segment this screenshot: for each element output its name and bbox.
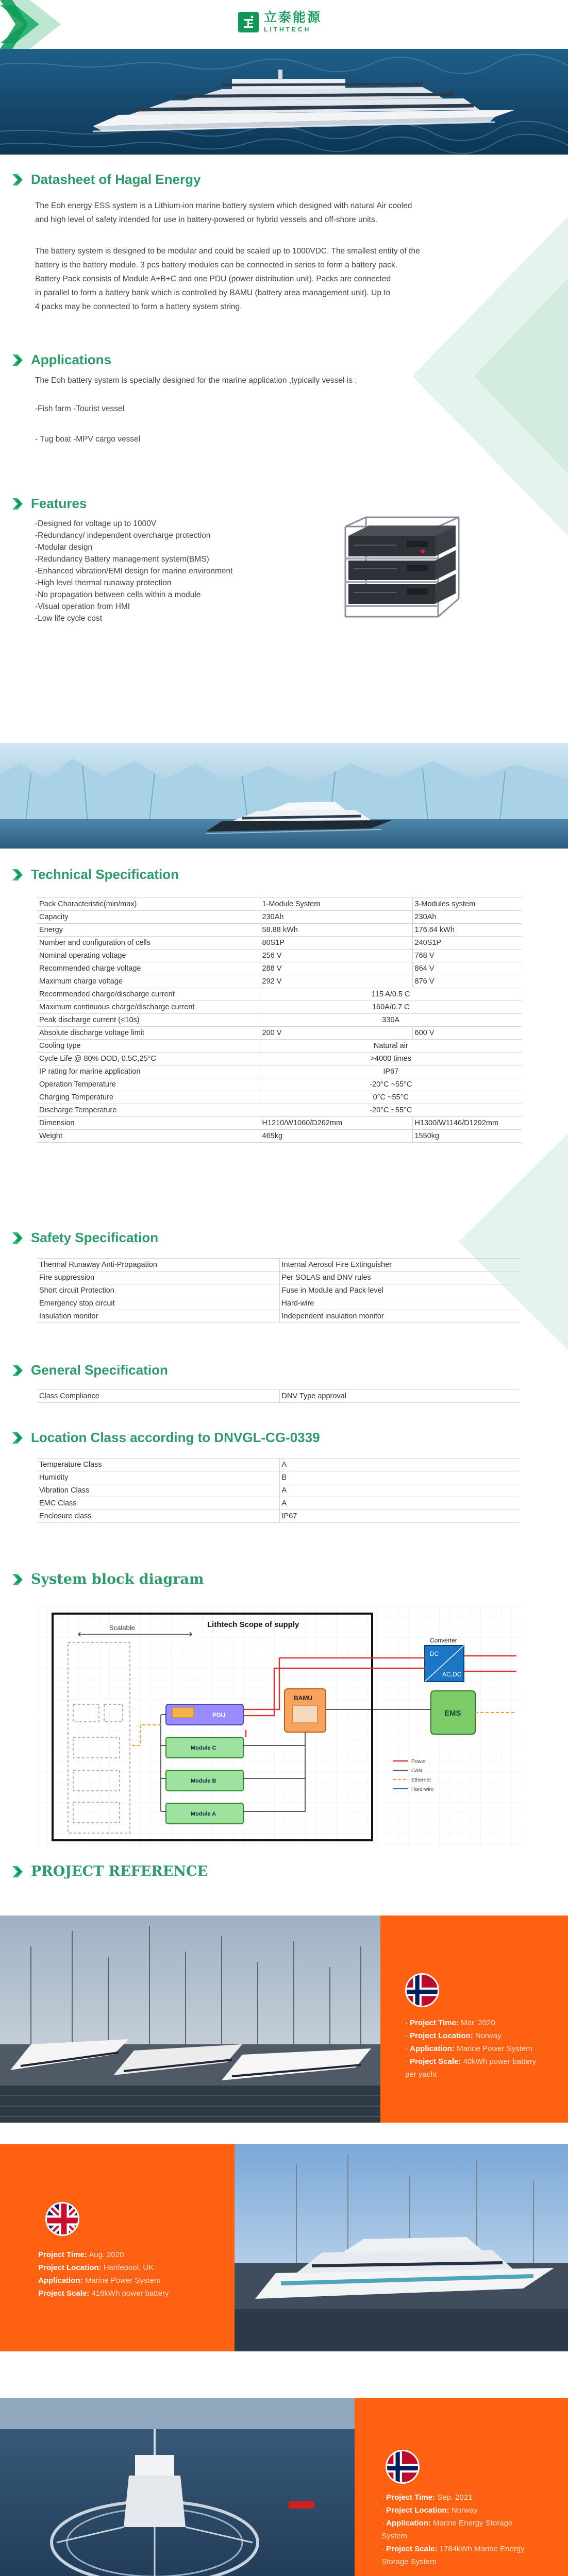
applications-intro: The Eoh battery system is specially designed for the marine application ,typically vessel is :: [35, 376, 357, 385]
project-1-info: · Project Time: Mar. 2020 · Project Location: Norway · Application: Marine Power System · Project Scale: 40kWh power battery per yacht: [405, 2019, 537, 2079]
general-spec-table: [37, 1389, 520, 1403]
datasheet-text-line: The Eoh energy ESS system is a Lithium-ion marine battery system which designed with natural Air cooled: [35, 201, 412, 210]
table-cell: Internal Aerosol Fire Extinguisher: [279, 1259, 520, 1272]
table-cell: Vibration Class: [37, 1484, 279, 1497]
datasheet-title: Datasheet of Hagal Energy: [31, 172, 201, 187]
location-class-heading: [11, 1430, 320, 1446]
feature-item: -Enhanced vibration/EMI design for marine environment: [35, 567, 233, 575]
datasheet-text-line: battery is the battery module. 3 pcs battery modules can be connected in series to form a battery pack.: [35, 261, 398, 269]
system-block-diagram: [37, 1606, 522, 1849]
safety-spec-heading: [11, 1230, 158, 1246]
table-cell: 160A/0.7 C: [260, 1001, 522, 1014]
table-row: [37, 988, 522, 1001]
table-row: [37, 1310, 520, 1323]
legend-item: Hard-wire: [411, 1787, 434, 1792]
table-row: [37, 1065, 522, 1078]
feature-item: -Redundancy/ independent overcharge protection: [35, 531, 211, 540]
project-3-info: · Project Time: Sep. 2021 · Project Location: Norway · Application: Marine Energy Storage System · Project Scale: 1784kWh Marine Energy Storage System: [381, 2493, 525, 2566]
table-row: [37, 950, 522, 962]
table-cell: EMC Class: [37, 1497, 279, 1510]
table-cell: Pack Characteristic(min/max): [37, 898, 260, 911]
project-1-scale: 40kWh power battery: [463, 2057, 537, 2066]
table-cell: Fuse in Module and Pack level: [279, 1284, 520, 1297]
table-cell: 292 V: [260, 975, 412, 988]
table-cell: Weight: [37, 1130, 260, 1143]
table-row: [37, 1130, 522, 1143]
datasheet-text-line: and high level of safety intended for use in battery-powered or hybrid vessels and off-shore units.: [35, 215, 378, 224]
table-cell: Maximum continuous charge/discharge current: [37, 1001, 260, 1014]
converter-acdc-label: AC,DC: [442, 1671, 462, 1678]
table-cell: Absolute discharge voltage limit: [37, 1027, 260, 1040]
datasheet-text-line: 4 packs may be connected to form a battery system string.: [35, 302, 242, 311]
section-bullet-icon: [11, 497, 25, 511]
project-3-card: [355, 2398, 568, 2576]
project-1-marina-image: [0, 1916, 380, 2123]
table-cell: Hard-wire: [279, 1297, 520, 1310]
section-bullet-icon: [11, 1364, 25, 1377]
table-cell: 200 V: [260, 1027, 412, 1040]
feature-item: -Visual operation from HMI: [35, 602, 130, 611]
table-row: [37, 1104, 522, 1117]
safety-spec-table: [37, 1258, 520, 1323]
applications-line-2: - Tug boat -MPV cargo vessel: [35, 435, 141, 444]
table-row: [37, 1053, 522, 1065]
legend-item: Power: [411, 1759, 426, 1765]
tech-spec-title: Technical Specification: [31, 867, 179, 882]
pdu-label: PDU: [212, 1711, 226, 1719]
table-cell: A: [279, 1459, 520, 1471]
hero-yacht-image: [0, 49, 568, 155]
header-chevron-icon: [0, 0, 72, 49]
general-spec-title: General Specification: [31, 1362, 168, 1378]
table-cell: 58.88 kWh: [260, 924, 412, 937]
project-3-scale: 1784kWh Marine Energy: [439, 2545, 525, 2553]
features-list: [35, 518, 232, 624]
project-3-scale-cont: Storage System: [381, 2557, 437, 2566]
table-row: [37, 1001, 522, 1014]
logo-english-text: LITHTECH: [264, 26, 311, 33]
datasheet-text-line: The battery system is designed to be modular and could be scaled up to 1000VDC. The smallest entity of the: [35, 247, 420, 256]
project-3-application: Marine Energy Storage: [433, 2519, 513, 2528]
project-2-time: Aug. 2020: [89, 2250, 124, 2259]
uk-flag-icon: [45, 2202, 79, 2236]
table-cell: -20°C ~55°C: [260, 1078, 522, 1091]
project-scale-label: Project Scale:: [386, 2545, 438, 2553]
table-cell: Thermal Runaway Anti-Propagation: [37, 1259, 279, 1272]
table-row: [37, 1284, 520, 1297]
page-header: [0, 0, 568, 49]
table-cell: 240S1P: [412, 937, 522, 950]
table-cell: 0°C ~55°C: [260, 1091, 522, 1104]
table-row: [37, 911, 522, 924]
project-1-location: Norway: [475, 2031, 502, 2040]
project-1-card: [380, 1916, 568, 2123]
table-cell: Energy: [37, 924, 260, 937]
table-cell: Capacity: [37, 911, 260, 924]
table-cell: Recommended charge/discharge current: [37, 988, 260, 1001]
table-row: [37, 898, 522, 911]
table-cell: Emergency stop circuit: [37, 1297, 279, 1310]
table-cell: Peak discharge current (<10s): [37, 1014, 260, 1027]
feature-item: -Redundancy Battery management system(BMS): [35, 555, 209, 564]
table-row: [37, 975, 522, 988]
scalable-label: Scalable: [109, 1624, 135, 1632]
table-cell: A: [279, 1484, 520, 1497]
converter-dc-label: DC: [430, 1650, 439, 1657]
table-row: [37, 1390, 520, 1403]
feature-item: -Low life cycle cost: [35, 614, 103, 623]
scope-label: Lithtech Scope of supply: [207, 1620, 299, 1629]
legend-item: CAN: [411, 1768, 423, 1774]
table-cell: 600 V: [412, 1027, 522, 1040]
table-cell: 330A: [260, 1014, 522, 1027]
location-class-table: [37, 1458, 520, 1523]
table-cell: Temperature Class: [37, 1459, 279, 1471]
section-bullet-icon: [11, 1231, 25, 1245]
section-bullet-icon: [11, 353, 25, 367]
ems-label: EMS: [444, 1709, 461, 1718]
project-2-yacht-image: [235, 2144, 568, 2351]
table-cell: -20°C ~55°C: [260, 1104, 522, 1117]
general-spec-heading: [11, 1362, 168, 1378]
tech-spec-heading: [11, 867, 179, 883]
table-cell: Recommended charge voltage: [37, 962, 260, 975]
project-reference-heading: [11, 1863, 208, 1879]
project-location-label: Project Location:: [410, 2031, 473, 2040]
table-cell: Short circuit Protection: [37, 1284, 279, 1297]
project-3-fish-farm-image: [0, 2398, 355, 2576]
table-cell: IP67: [260, 1065, 522, 1078]
project-2-application: Marine Power System: [85, 2276, 161, 2285]
table-cell: H1210/W1060/D262mm: [260, 1117, 412, 1130]
table-cell: B: [279, 1471, 520, 1484]
project-1-time: Mar. 2020: [461, 2019, 495, 2027]
table-cell: Dimension: [37, 1117, 260, 1130]
feature-item: -High level thermal runaway protection: [35, 579, 172, 587]
table-cell: Discharge Temperature: [37, 1104, 260, 1117]
project-2-location: Hartlepool, UK: [103, 2263, 154, 2272]
project-2-info: [38, 2248, 169, 2300]
table-cell: Natural air: [260, 1040, 522, 1053]
norway-flag-icon: [386, 2450, 420, 2484]
table-cell: 115 A/0.5 C: [260, 988, 522, 1001]
table-cell: Maximum charge voltage: [37, 975, 260, 988]
table-cell: Per SOLAS and DNV rules: [279, 1272, 520, 1284]
table-row: [37, 1471, 520, 1484]
section-bullet-icon: [11, 1431, 25, 1445]
table-row: [37, 937, 522, 950]
bamu-label: BAMU: [294, 1694, 312, 1702]
table-cell: Charging Temperature: [37, 1091, 260, 1104]
table-cell: Operation Temperature: [37, 1078, 260, 1091]
project-2-scale: 416kWh power battery: [91, 2289, 169, 2298]
feature-item: -Designed for voltage up to 1000V: [35, 519, 157, 528]
location-class-title: Location Class according to DNVGL-CG-0339: [31, 1430, 320, 1445]
table-cell: 176.64 kWh: [412, 924, 522, 937]
table-row: [37, 1272, 520, 1284]
table-cell: DNV Type approval: [279, 1390, 520, 1403]
project-application-label: Application:: [386, 2519, 431, 2528]
project-scale-label: Project Scale:: [38, 2289, 90, 2298]
project-location-label: Project Location:: [38, 2263, 102, 2272]
features-heading: [11, 496, 87, 512]
table-row: [37, 1014, 522, 1027]
table-cell: 864 V: [412, 962, 522, 975]
system-diagram-heading: [11, 1571, 204, 1587]
feature-item: -No propagation between cells within a module: [35, 590, 201, 599]
applications-line-1: -Fish farm -Tourist vessel: [35, 404, 125, 413]
battery-rack-image: [330, 511, 469, 619]
module-b-label: Module B: [191, 1778, 216, 1784]
project-application-label: Application:: [38, 2276, 83, 2285]
datasheet-heading: [11, 172, 201, 188]
section-bullet-icon: [11, 173, 25, 187]
table-row: [37, 962, 522, 975]
table-cell: 3-Modules system: [412, 898, 522, 911]
project-2-card: [0, 2144, 235, 2351]
project-scale-label: Project Scale:: [410, 2057, 461, 2066]
table-row: [37, 1297, 520, 1310]
table-cell: IP rating for marine application: [37, 1065, 260, 1078]
module-c-label: Module C: [191, 1745, 216, 1751]
module-a-label: Module A: [191, 1811, 216, 1817]
table-cell: Fire suppression: [37, 1272, 279, 1284]
project-1-scale-cont: per yacht: [405, 2070, 437, 2079]
company-logo: [238, 11, 322, 32]
table-row: [37, 1117, 522, 1130]
table-row: [37, 1027, 522, 1040]
table-row: [37, 1091, 522, 1104]
table-cell: Humidity: [37, 1471, 279, 1484]
table-cell: 288 V: [260, 962, 412, 975]
project-time-label: Project Time:: [410, 2019, 459, 2027]
table-cell: 256 V: [260, 950, 412, 962]
table-cell: Cooling type: [37, 1040, 260, 1053]
applications-title: Applications: [31, 352, 112, 367]
project-3-time: Sep. 2021: [437, 2493, 473, 2502]
table-row: [37, 1259, 520, 1272]
table-cell: A: [279, 1497, 520, 1510]
project-reference-title: PROJECT REFERENCE: [31, 1863, 208, 1879]
table-cell: Class Compliance: [37, 1390, 279, 1403]
datasheet-text-line: in parallel to form a battery bank which is controlled by BAMU (battery area management unit). Up to: [35, 289, 391, 297]
table-cell: 1-Module System: [260, 898, 412, 911]
glacier-yacht-image: [0, 743, 568, 849]
table-cell: Cycle Life @ 80% DOD, 0.5C,25°C: [37, 1053, 260, 1065]
table-row: [37, 924, 522, 937]
legend-item: Ethernet: [411, 1777, 431, 1783]
project-3-location: Norway: [451, 2506, 478, 2515]
table-row: [37, 1510, 520, 1523]
table-cell: IP67: [279, 1510, 520, 1523]
table-cell: H1300/W1146/D1292mm: [412, 1117, 522, 1130]
logo-mark-icon: [238, 12, 259, 32]
table-row: [37, 1459, 520, 1471]
table-cell: >4000 times: [260, 1053, 522, 1065]
table-row: [37, 1497, 520, 1510]
table-cell: 230Ah: [260, 911, 412, 924]
project-1-application: Marine Power System: [457, 2044, 532, 2053]
feature-item: -Modular design: [35, 543, 93, 552]
table-cell: 80S1P: [260, 937, 412, 950]
applications-heading: [11, 352, 111, 368]
table-cell: Independent insulation monitor: [279, 1310, 520, 1323]
system-diagram-title: System block diagram: [31, 1571, 204, 1587]
project-3-application-cont: System: [381, 2532, 408, 2540]
logo-chinese-text: 立泰能源: [264, 10, 322, 25]
datasheet-text-line: Battery Pack consists of Module A+B+C and one PDU (power distribution unit). Packs are connected: [35, 275, 391, 283]
section-bullet-icon: [11, 868, 25, 882]
table-cell: 465kg: [260, 1130, 412, 1143]
project-application-label: Application:: [410, 2044, 455, 2053]
tech-spec-table: [37, 897, 522, 1143]
norway-flag-icon: [405, 1973, 439, 2007]
features-title: Features: [31, 496, 87, 511]
table-cell: 768 V: [412, 950, 522, 962]
section-bullet-icon: [11, 1865, 25, 1878]
project-time-label: Project Time:: [38, 2250, 87, 2259]
table-cell: 230Ah: [412, 911, 522, 924]
table-cell: Nominal operating voltage: [37, 950, 260, 962]
datasheet-description: [35, 244, 489, 314]
table-cell: Enclosure class: [37, 1510, 279, 1523]
project-time-label: Project Time:: [386, 2493, 435, 2502]
converter-label: Converter: [430, 1637, 457, 1644]
table-row: [37, 1484, 520, 1497]
project-location-label: Project Location:: [386, 2506, 449, 2515]
section-bullet-icon: [11, 1573, 25, 1586]
table-row: [37, 1078, 522, 1091]
table-cell: 876 V: [412, 975, 522, 988]
safety-spec-title: Safety Specification: [31, 1230, 159, 1245]
table-cell: 1550kg: [412, 1130, 522, 1143]
datasheet-intro: [35, 199, 489, 227]
table-cell: Insulation monitor: [37, 1310, 279, 1323]
table-cell: Number and configuration of cells: [37, 937, 260, 950]
table-row: [37, 1040, 522, 1053]
